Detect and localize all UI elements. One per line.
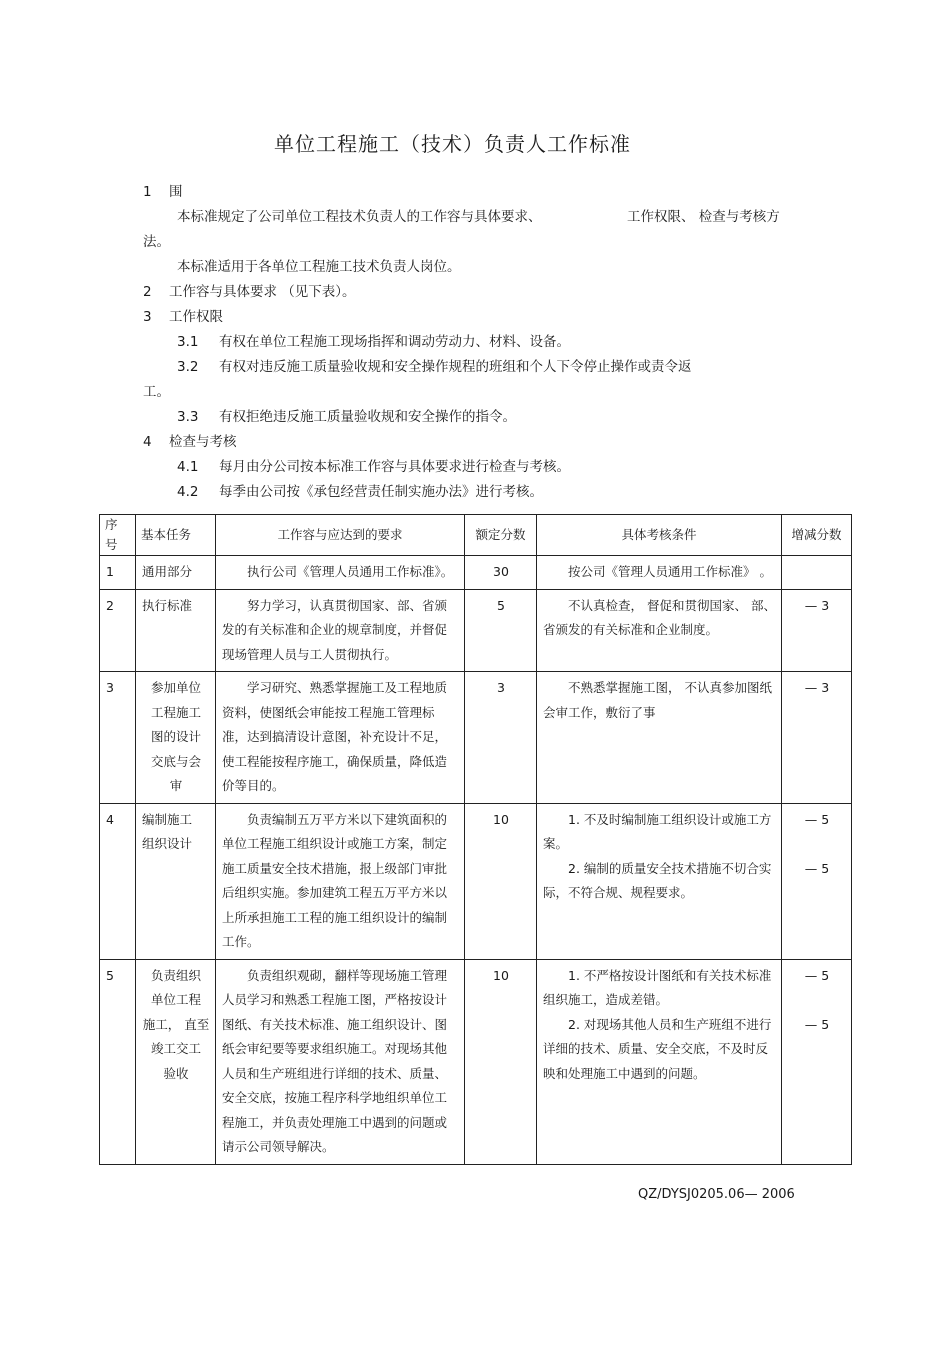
section-1-heading	[143, 180, 183, 200]
clause-number: 4.2	[177, 484, 199, 500]
header-no	[100, 515, 136, 556]
row-requirement: 负责编制五万平方米以下建筑面积的单位工程施工组织设计或施工方案，制定施工质量安全技术措施，报上级部门审批后组织实施。参加建筑工程五万平方米以上所承担施工工程的施工组织设计的编制工作。	[216, 803, 465, 959]
row-adjustment	[782, 959, 852, 1164]
clause-3-1	[177, 330, 570, 350]
row-number: 3	[100, 672, 136, 804]
section-3-heading	[143, 305, 223, 325]
section-number: 1	[143, 184, 152, 200]
section-heading-text: 检查与考核	[169, 434, 237, 450]
row-task: 参加单位 工程施工 图的设计 交底与会 审	[136, 672, 216, 804]
clause-text: 有权拒绝违反施工质量验收规和安全操作的指令。	[219, 409, 516, 425]
row-number: 1	[100, 556, 136, 590]
table-row	[100, 556, 852, 590]
row-task: 执行标准	[136, 589, 216, 672]
row-requirement: 负责组织观砌，翻样等现场施工管理人员学习和熟悉工程施工图，严格按设计图纸、有关技术标准、施工组织设计、图纸会审纪要等要求组织施工。对现场其他人员和生产班组进行详细的技术、质量、安全交底，按施工程序科学地组织单位工程施工，并负责处理施工中遇到的问题或请示公司领导解决。	[216, 959, 465, 1164]
table-row	[100, 803, 852, 959]
work-standard-table	[99, 514, 852, 1165]
adjustment-item: — 5	[804, 860, 830, 876]
header-requirement: 工作容与应达到的要求	[216, 515, 465, 556]
row-adjustment	[782, 803, 852, 959]
section-1-paragraph-2: 本标准适用于各单位工程施工技术负责人岗位。	[177, 259, 461, 275]
section-heading-text: 工作权限	[169, 309, 223, 325]
row-score: 5	[465, 589, 537, 672]
header-condition: 具体考核条件	[537, 515, 782, 556]
row-requirement: 学习研究、熟悉掌握施工及工程地质资料，使图纸会审能按工程施工管理标准，达到搞清设计意图，补充设计不足，使工程能按程序施工，确保质量，降低造价等目的。	[216, 672, 465, 804]
document-code: QZ/DYSJ0205.06— 2006	[638, 1187, 795, 1202]
table-row	[100, 959, 852, 1164]
row-condition	[537, 803, 782, 959]
row-number: 2	[100, 589, 136, 672]
adjustment-item: — 5	[804, 1016, 830, 1032]
header-task: 基本任务	[136, 515, 216, 556]
section-1-paragraph-1b: 工作权限、 检查与考核方	[627, 209, 780, 225]
clause-text: 有权在单位工程施工现场指挥和调动劳动力、材料、设备。	[219, 334, 570, 350]
row-task: 通用部分	[136, 556, 216, 590]
header-adjustment: 增减分数	[782, 515, 852, 556]
section-number: 2	[143, 284, 152, 300]
row-score: 10	[465, 959, 537, 1164]
table-header-row	[100, 515, 852, 556]
row-condition: 不认真检查， 督促和贯彻国家、 部、省颁发的有关标准和企业制度。	[537, 589, 782, 672]
section-number: 4	[143, 434, 152, 450]
row-task: 编制施工 组织设计	[136, 803, 216, 959]
row-score: 3	[465, 672, 537, 804]
clause-number: 3.3	[177, 409, 199, 425]
adjustment-item: — 5	[804, 811, 830, 827]
condition-item: 1. 不严格按设计图纸和有关技术标准组织施工，造成差错。	[543, 967, 772, 1007]
adjustment-item: — 5	[804, 967, 830, 983]
row-adjustment: — 3	[782, 589, 852, 672]
section-1-paragraph-1a: 本标准规定了公司单位工程技术负责人的工作容与具体要求、	[177, 209, 542, 225]
clause-3-2-continued: 工。	[143, 384, 170, 400]
row-requirement: 执行公司《管理人员通用工作标准》。	[216, 556, 465, 590]
row-condition: 不熟悉掌握施工图， 不认真参加图纸会审工作，敷衍了事	[537, 672, 782, 804]
header-no-line-1: 序	[105, 517, 118, 532]
clause-3-2	[177, 355, 692, 375]
row-requirement: 努力学习，认真贯彻国家、部、省颁发的有关标准和企业的规章制度，并督促现场管理人员与工人贯彻执行。	[216, 589, 465, 672]
section-number: 3	[143, 309, 152, 325]
table-row	[100, 672, 852, 804]
section-2-heading	[143, 280, 356, 300]
row-task: 负责组织 单位工程 施工， 直至 竣工交工 验收	[136, 959, 216, 1164]
clause-number: 3.2	[177, 359, 199, 375]
clause-text: 每月由分公司按本标准工作容与具体要求进行检查与考核。	[219, 459, 570, 475]
row-score: 30	[465, 556, 537, 590]
clause-text: 每季由公司按《承包经营责任制实施办法》进行考核。	[219, 484, 543, 500]
row-condition	[537, 959, 782, 1164]
page-title: 单位工程施工（技术）负责人工作标准	[274, 132, 631, 156]
condition-item: 2. 对现场其他人员和生产班组不进行详细的技术、质量、安全交底，不及时反映和处理施工中遇到的问题。	[543, 1016, 772, 1081]
header-no-line-2: 号	[105, 537, 118, 552]
row-adjustment	[782, 556, 852, 590]
clause-number: 4.1	[177, 459, 199, 475]
row-number: 4	[100, 803, 136, 959]
clause-number: 3.1	[177, 334, 199, 350]
row-adjustment: — 3	[782, 672, 852, 804]
clause-4-1	[177, 455, 570, 475]
clause-text: 有权对违反施工质量验收规和安全操作规程的班组和个人下令停止操作或责令返	[219, 359, 692, 375]
section-4-heading	[143, 430, 237, 450]
clause-4-2	[177, 480, 543, 500]
table-row	[100, 589, 852, 672]
condition-item: 2. 编制的质量安全技术措施不切合实际，不符合规、规程要求。	[543, 860, 772, 900]
section-heading-text: 围	[169, 184, 183, 200]
clause-3-3	[177, 405, 516, 425]
header-score: 额定分数	[465, 515, 537, 556]
row-number: 5	[100, 959, 136, 1164]
section-1-paragraph-1c: 法。	[143, 234, 170, 250]
condition-item: 1. 不及时编制施工组织设计或施工方案。	[543, 811, 772, 851]
row-condition: 按公司《管理人员通用工作标准》 。	[537, 556, 782, 590]
row-score: 10	[465, 803, 537, 959]
section-heading-text: 工作容与具体要求 （见下表）。	[169, 284, 356, 300]
